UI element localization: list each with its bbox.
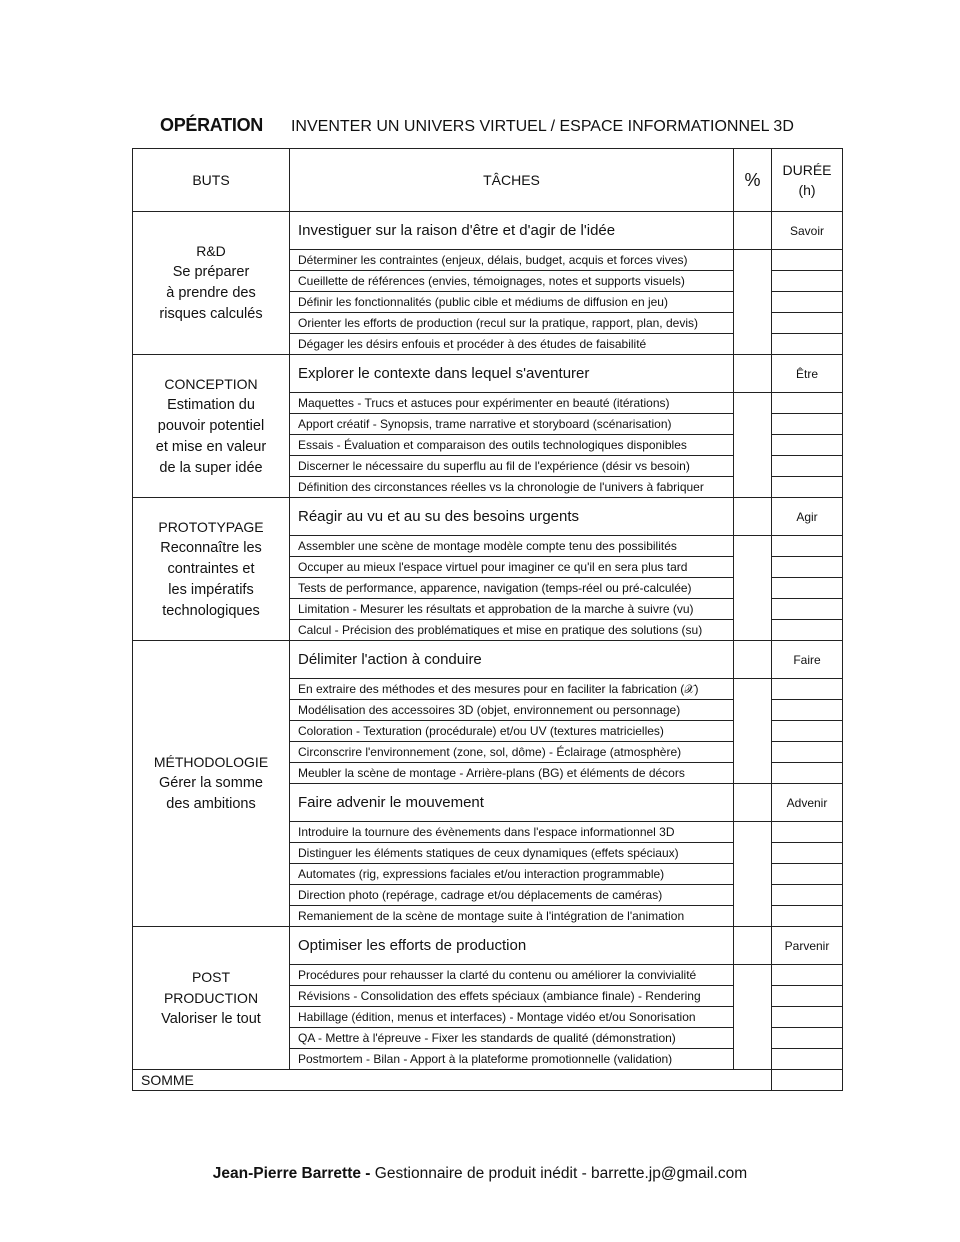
goal-description-line: Valoriser le tout (161, 1010, 261, 1027)
section-verb: Faire (772, 641, 843, 679)
task-label: Cueillette de références (envies, témoignages, notes et supports visuels) (290, 271, 734, 292)
goal-description-line: risques calculés (159, 306, 263, 322)
task-duration-cell[interactable] (772, 822, 843, 843)
task-duration-cell[interactable] (772, 965, 843, 986)
task-label: Orienter les efforts de production (recul sur la pratique, rapport, plan, devis) (290, 313, 734, 334)
document-title (160, 115, 794, 139)
task-duration-cell[interactable] (772, 393, 843, 414)
goal-title: PROTOTYPAGE (158, 518, 264, 535)
section-row (133, 498, 843, 536)
task-label: Tests de performance, apparence, navigation (temps-réel ou pré-calculée) (290, 578, 734, 599)
section-title: Délimiter l'action à conduire (290, 641, 734, 679)
task-duration-cell[interactable] (772, 1049, 843, 1070)
task-label: Automates (rig, expressions faciales et/ou interaction programmable) (290, 864, 734, 885)
task-label: Calcul - Précision des problématiques et mise en pratique des solutions (su) (290, 620, 734, 641)
goal-cell (133, 355, 290, 498)
task-label: Modélisation des accessoires 3D (objet, environnement ou personnage) (290, 700, 734, 721)
task-duration-cell[interactable] (772, 414, 843, 435)
task-duration-cell[interactable] (772, 250, 843, 271)
goal-description-line: pouvoir potentiel (157, 417, 265, 434)
header-duree-label: DURÉE (782, 162, 832, 178)
header-percent: % (734, 149, 772, 212)
task-duration-cell[interactable] (772, 721, 843, 742)
task-duration-cell[interactable] (772, 477, 843, 498)
task-duration-cell[interactable] (772, 986, 843, 1007)
goal-description-line: contraintes et (167, 560, 255, 577)
task-duration-cell[interactable] (772, 334, 843, 355)
task-duration-cell[interactable] (772, 313, 843, 334)
section-percent-cell[interactable] (734, 212, 772, 250)
task-label: Apport créatif - Synopsis, trame narrative et storyboard (scénarisation) (290, 414, 734, 435)
section-title: Investiguer sur la raison d'être et d'agir de l'idée (290, 212, 734, 250)
task-label: Occuper au mieux l'espace virtuel pour imaginer ce qu'il en sera plus tard (290, 557, 734, 578)
sum-duration-cell[interactable] (772, 1070, 843, 1091)
operation-label: OPÉRATION (160, 115, 263, 135)
section-percent-cell[interactable] (734, 498, 772, 536)
footer (0, 1165, 960, 1183)
section-title: Faire advenir le mouvement (290, 784, 734, 822)
goal-title-2: PRODUCTION (163, 989, 259, 1006)
task-percent-cell[interactable] (734, 393, 772, 498)
section-title: Réagir au vu et au su des besoins urgents (290, 498, 734, 536)
section-verb: Agir (772, 498, 843, 536)
section-title: Optimiser les efforts de production (290, 927, 734, 965)
header-taches: TÂCHES (290, 149, 734, 212)
task-percent-cell[interactable] (734, 250, 772, 355)
task-label: Remaniement de la scène de montage suite à l'intégration de l'animation (290, 906, 734, 927)
task-label: Limitation - Mesurer les résultats et approbation de la marche à suivre (vu) (290, 599, 734, 620)
task-duration-cell[interactable] (772, 292, 843, 313)
section-verb: Être (772, 355, 843, 393)
table-header-row (133, 149, 843, 212)
task-label: Postmortem - Bilan - Apport à la plateforme promotionnelle (validation) (290, 1049, 734, 1070)
task-label: Distinguer les éléments statiques de ceux dynamiques (effets spéciaux) (290, 843, 734, 864)
header-buts: BUTS (133, 149, 290, 212)
task-label: Dégager les désirs enfouis et procéder à des études de faisabilité (290, 334, 734, 355)
section-verb: Parvenir (772, 927, 843, 965)
header-duree (772, 149, 843, 212)
goal-description-line: technologiques (162, 602, 260, 619)
task-duration-cell[interactable] (772, 271, 843, 292)
task-duration-cell[interactable] (772, 599, 843, 620)
section-title: Explorer le contexte dans lequel s'aventurer (290, 355, 734, 393)
task-percent-cell[interactable] (734, 679, 772, 784)
task-label: Coloration - Texturation (procédurale) et/ou UV (textures matricielles) (290, 721, 734, 742)
section-row (133, 355, 843, 393)
sum-row (133, 1070, 843, 1091)
task-duration-cell[interactable] (772, 578, 843, 599)
author-details: Gestionnaire de produit inédit - barrette.jp@gmail.com (370, 1165, 748, 1182)
task-duration-cell[interactable] (772, 700, 843, 721)
section-percent-cell[interactable] (734, 927, 772, 965)
section-percent-cell[interactable] (734, 784, 772, 822)
task-label: Direction photo (repérage, cadrage et/ou déplacements de caméras) (290, 885, 734, 906)
task-label: Procédures pour rehausser la clarté du contenu ou améliorer la convivialité (290, 965, 734, 986)
task-label: Révisions - Consolidation des effets spéciaux (ambiance finale) - Rendering (290, 986, 734, 1007)
task-label: Définition des circonstances réelles vs la chronologie de l'univers à fabriquer (290, 477, 734, 498)
task-duration-cell[interactable] (772, 456, 843, 477)
task-percent-cell[interactable] (734, 536, 772, 641)
task-duration-cell[interactable] (772, 864, 843, 885)
header-duree-unit: (h) (798, 182, 816, 198)
task-duration-cell[interactable] (772, 763, 843, 784)
task-duration-cell[interactable] (772, 885, 843, 906)
goal-description-line: Gérer la somme (159, 775, 263, 791)
task-duration-cell[interactable] (772, 742, 843, 763)
task-label: Assembler une scène de montage modèle compte tenu des possibilités (290, 536, 734, 557)
task-duration-cell[interactable] (772, 536, 843, 557)
goal-title: R&D (196, 243, 226, 259)
sum-label: SOMME (133, 1070, 772, 1091)
goal-title: POST (191, 968, 231, 985)
task-duration-cell[interactable] (772, 620, 843, 641)
operation-title: INVENTER UN UNIVERS VIRTUEL / ESPACE INFORMATIONNEL 3D (290, 118, 794, 135)
section-percent-cell[interactable] (734, 641, 772, 679)
goal-cell (133, 641, 290, 927)
task-label: Déterminer les contraintes (enjeux, délais, budget, acquis et forces vives) (290, 250, 734, 271)
task-duration-cell[interactable] (772, 557, 843, 578)
task-label: Meubler la scène de montage - Arrière-plans (BG) et éléments de décors (290, 763, 734, 784)
goal-description-line: à prendre des (166, 285, 256, 301)
goal-description-line: de la super idée (159, 459, 263, 476)
task-label: En extraire des méthodes et des mesures pour en faciliter la fabrication (𝒳) (290, 679, 734, 700)
goal-description-line: et mise en valeur (155, 438, 267, 455)
task-label: Définir les fonctionnalités (public cible et médiums de diffusion en jeu) (290, 292, 734, 313)
task-label: Circonscrire l'environnement (zone, sol, dôme) - Éclairage (atmosphère) (290, 742, 734, 763)
section-row (133, 927, 843, 965)
task-duration-cell[interactable] (772, 906, 843, 927)
task-label: Essais - Évaluation et comparaison des outils technologiques disponibles (290, 435, 734, 456)
goal-description-line: les impératifs (168, 581, 254, 598)
task-duration-cell[interactable] (772, 1028, 843, 1049)
task-duration-cell[interactable] (772, 1007, 843, 1028)
author-name: Jean-Pierre Barrette - (212, 1165, 371, 1182)
goal-description-line: des ambitions (166, 796, 256, 812)
task-percent-cell[interactable] (734, 965, 772, 1070)
goal-description-line: Se préparer (172, 264, 250, 280)
task-duration-cell[interactable] (772, 679, 843, 700)
task-label: QA - Mettre à l'épreuve - Fixer les standards de qualité (démonstration) (290, 1028, 734, 1049)
task-label: Habillage (édition, menus et interfaces) - Montage vidéo et/ou Sonorisation (290, 1007, 734, 1028)
goal-cell (133, 212, 290, 355)
task-duration-cell[interactable] (772, 435, 843, 456)
goal-title: CONCEPTION (164, 375, 258, 392)
goal-cell (133, 498, 290, 641)
task-duration-cell[interactable] (772, 843, 843, 864)
goal-description-line: Estimation du (167, 396, 255, 413)
task-label: Introduire la tournure des évènements dans l'espace informationnel 3D (290, 822, 734, 843)
goal-description-line: Reconnaître les (160, 539, 262, 556)
section-verb: Savoir (772, 212, 843, 250)
task-percent-cell[interactable] (734, 822, 772, 927)
section-row (133, 641, 843, 679)
section-row (133, 212, 843, 250)
goal-title: MÉTHODOLOGIE (153, 754, 269, 770)
section-percent-cell[interactable] (734, 355, 772, 393)
task-label: Maquettes - Trucs et astuces pour expérimenter en beauté (itérations) (290, 393, 734, 414)
task-label: Discerner le nécessaire du superflu au fil de l'expérience (désir vs besoin) (290, 456, 734, 477)
goal-cell (133, 927, 290, 1070)
section-verb: Advenir (772, 784, 843, 822)
planning-table (132, 148, 843, 1091)
